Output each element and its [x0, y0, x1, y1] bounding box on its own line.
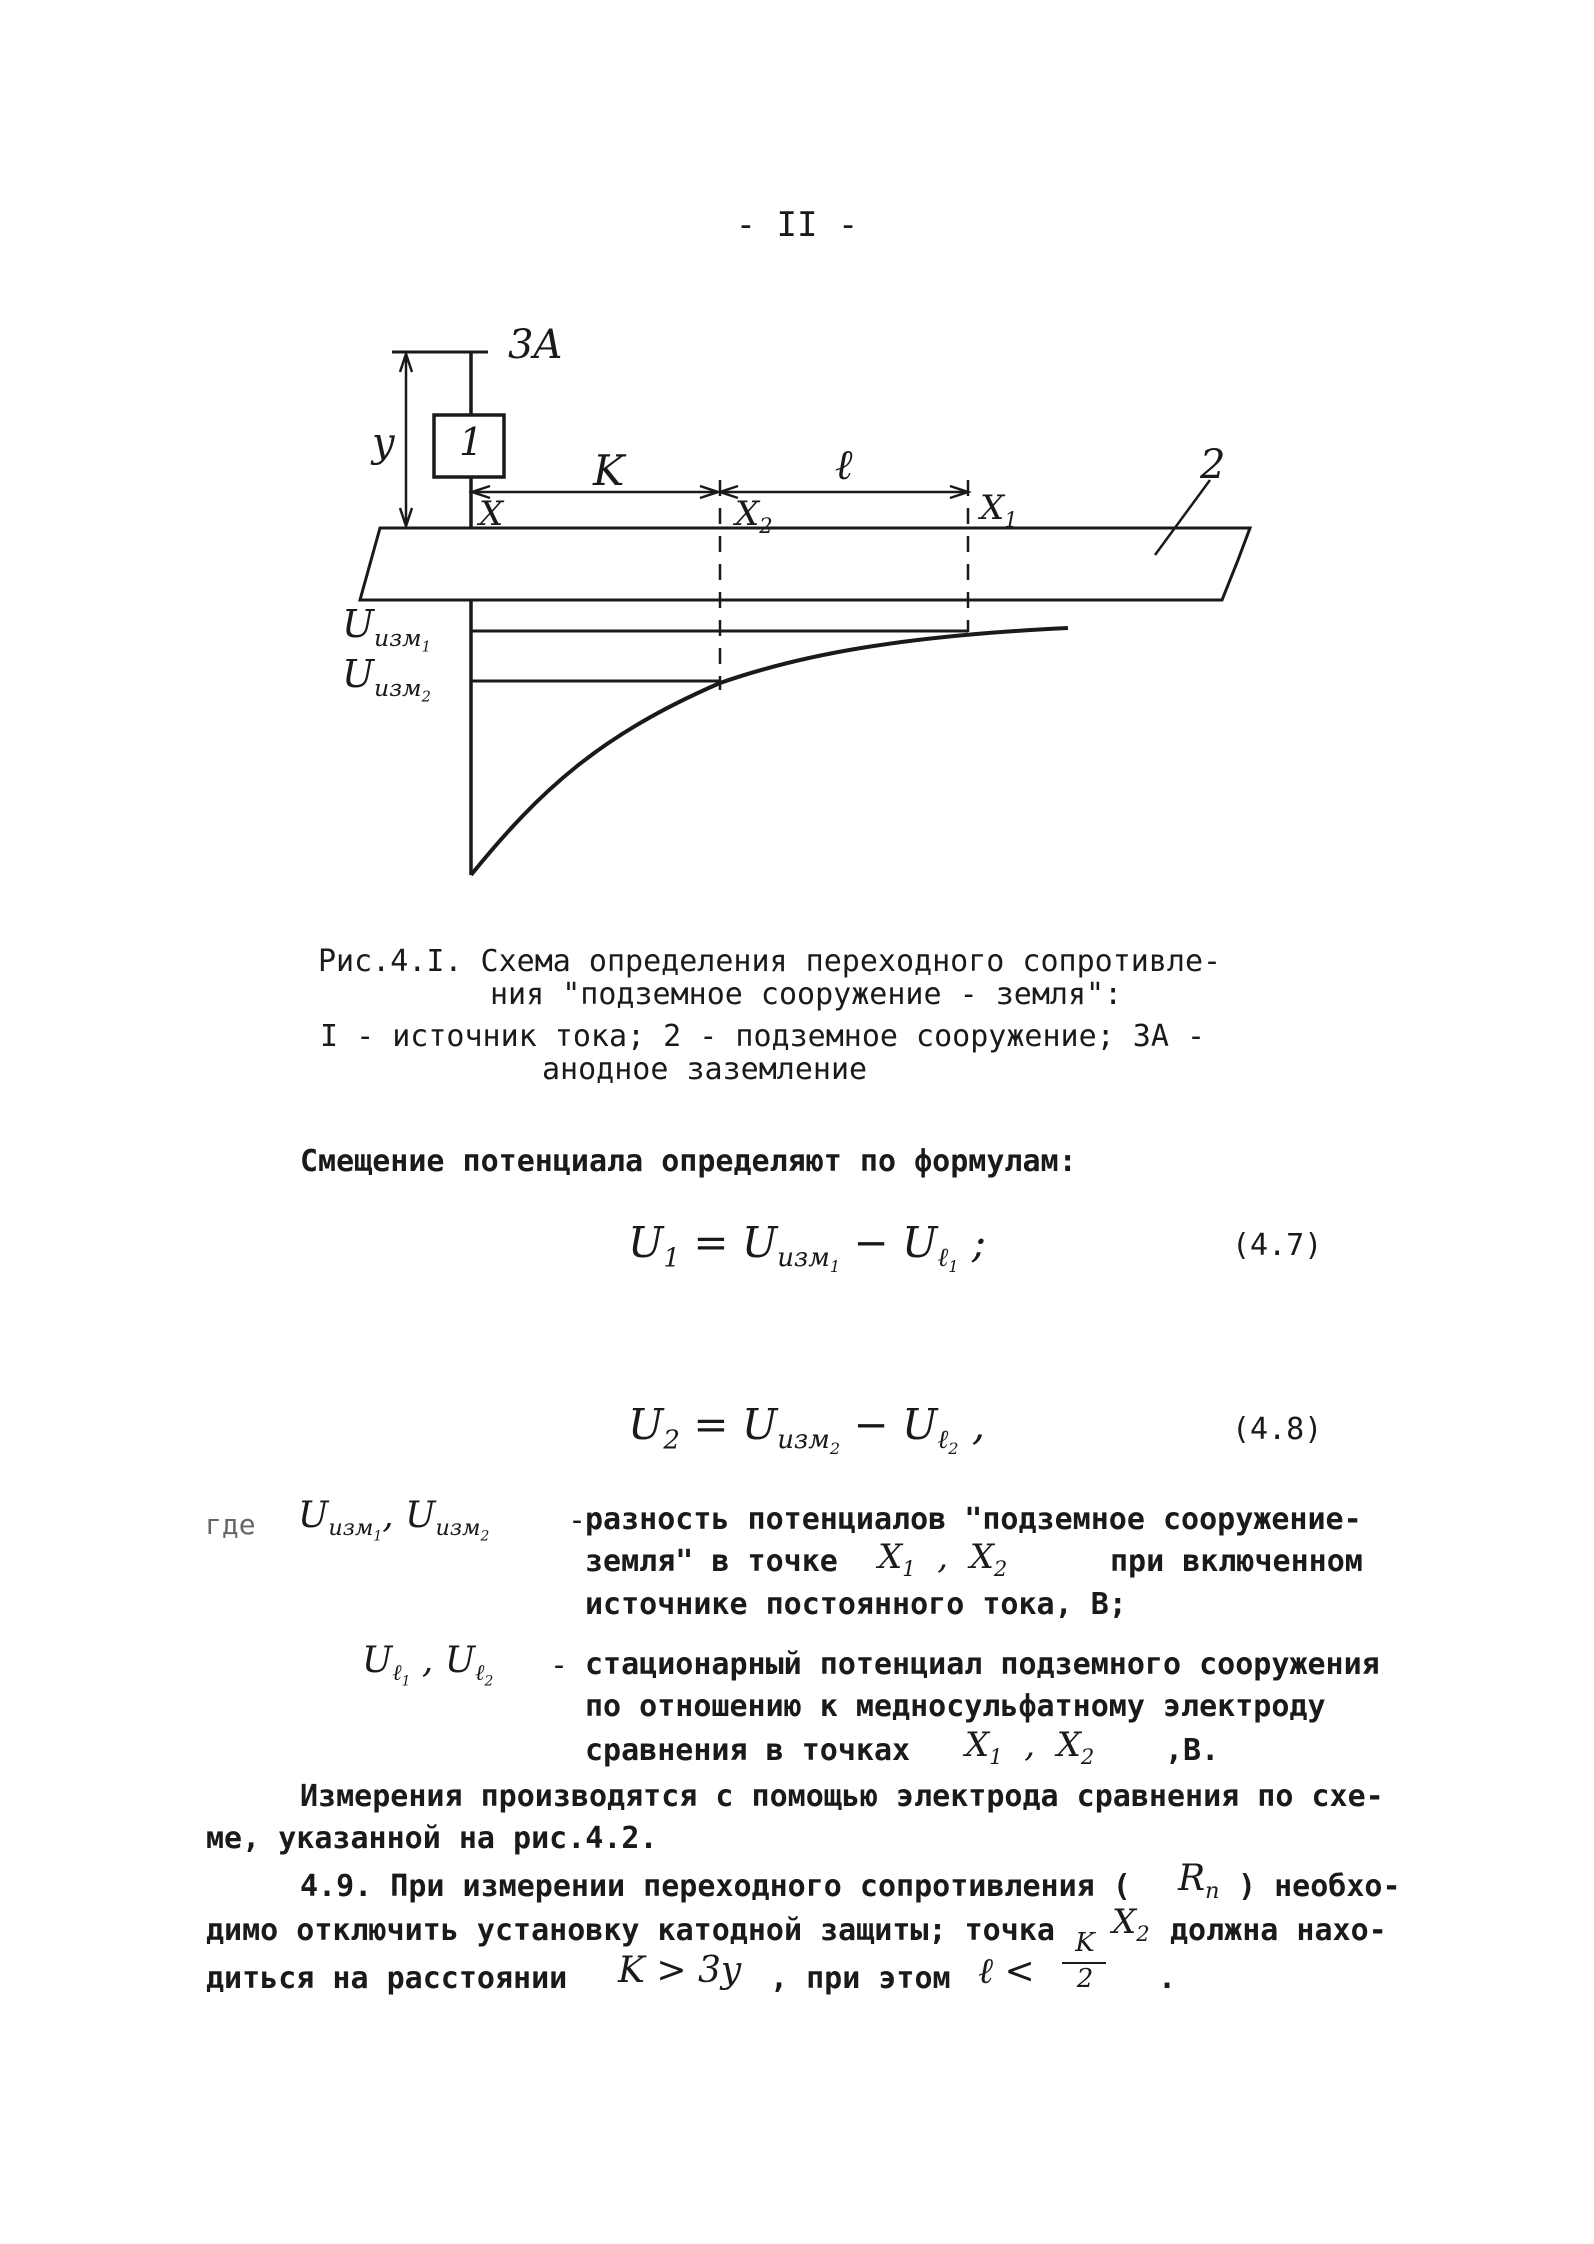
measure-line-2: ме, указанной на рис.4.2.	[206, 1821, 658, 1856]
formula-4-8: $U_2 = U_{изм_2} - U_{\ell_2}$ ,	[628, 1400, 986, 1459]
p49-fraction-numerator: K	[1075, 1928, 1095, 1958]
equation-number-4-7: (4.7)	[1232, 1228, 1323, 1263]
p49-line-3-b: , при этом	[770, 1961, 951, 1996]
caption-line-1: Рис.4.I. Схема определения переходного сопротивле-	[318, 944, 1222, 979]
p49-end-dot: .	[1158, 1961, 1177, 1996]
measure-line-1: Измерения производятся с помощью электрода сравнения по схе-	[300, 1779, 1384, 1814]
intro-text: Смещение потенциала определяют по формулам:	[300, 1144, 1077, 1179]
caption-line-4: анодное заземление	[542, 1052, 868, 1087]
where-symbols-u-l: $U_{\ell_1}$ , $U_{\ell_2}$	[362, 1640, 494, 1690]
potential-curve	[471, 628, 1068, 875]
p49-line-2-b: должна нахо-	[1170, 1913, 1387, 1948]
underground-structure	[360, 528, 1250, 600]
where-dash-1: -	[568, 1503, 587, 1538]
label-structure: 2	[1200, 442, 1226, 488]
p49-fraction-denominator: 2	[1076, 1964, 1094, 1994]
where-def1-line1: разность потенциалов "подземное сооружение-	[585, 1502, 1362, 1537]
label-k: K	[593, 446, 625, 495]
p49-symbol-rp: $R_п$	[1178, 1858, 1220, 1905]
p49-line-1-a: 4.9. При измерении переходного сопротивления (	[300, 1869, 1131, 1904]
label-l: ℓ	[835, 440, 853, 489]
p49-line-3-a: диться на расстоянии	[206, 1961, 568, 1996]
p49-line-2-a: димо отключить установку катодной защиты; точка	[206, 1913, 1055, 1948]
p49-line-1-b: ) необхо-	[1238, 1869, 1401, 1904]
label-y: y	[372, 420, 395, 466]
where-def1-line2-a: земля" в точке	[585, 1544, 838, 1579]
label-source: 1	[459, 420, 484, 464]
caption-line-2: ния "подземное сооружение - земля":	[490, 977, 1123, 1012]
label-x1: $X_1$	[980, 488, 1018, 532]
where-dash-2: -	[550, 1648, 569, 1683]
where-word: где	[205, 1508, 256, 1541]
where-def2-line1: стационарный потенциал подземного сооружения	[585, 1647, 1380, 1682]
formula-4-7: $U_1 = U_{изм_1} - U_{\ell_1}$ ;	[628, 1218, 987, 1277]
label-u-izm2: $U_{изм_2}$	[342, 652, 431, 706]
caption-line-3: I - источник тока; 2 - подземное сооружение; 3А -	[320, 1019, 1206, 1054]
where-def1-line2-b: при включенном	[1110, 1544, 1363, 1579]
where-symbols-u-izm: $U_{изм_1}$, $U_{изм_2}$	[298, 1495, 490, 1545]
label-x: X	[479, 494, 504, 534]
page-number: - II -	[735, 205, 859, 245]
figure-diagram	[0, 0, 1594, 1000]
equation-number-4-8: (4.8)	[1232, 1412, 1323, 1447]
where-def2-line2: по отношению к медносульфатному электроду	[585, 1689, 1326, 1724]
p49-symbol-x2: $X_2$	[1112, 1902, 1150, 1946]
where-def1-line3: источнике постоянного тока, В;	[585, 1587, 1127, 1622]
label-x2: $X_2$	[735, 494, 773, 538]
p49-condition-l: ℓ <	[978, 1951, 1035, 1992]
where-def2-points: $X_1$ , $X_2$	[965, 1725, 1095, 1769]
where-def1-points: $X_1$ , $X_2$	[878, 1537, 1008, 1581]
label-u-izm1: $U_{изм_1}$	[342, 602, 431, 656]
where-def2-line3: сравнения в точках	[585, 1733, 911, 1768]
where-def2-unit: ,В.	[1165, 1733, 1220, 1768]
label-anode: 3A	[508, 322, 563, 368]
p49-condition-k: K > 3y	[618, 1950, 742, 1991]
